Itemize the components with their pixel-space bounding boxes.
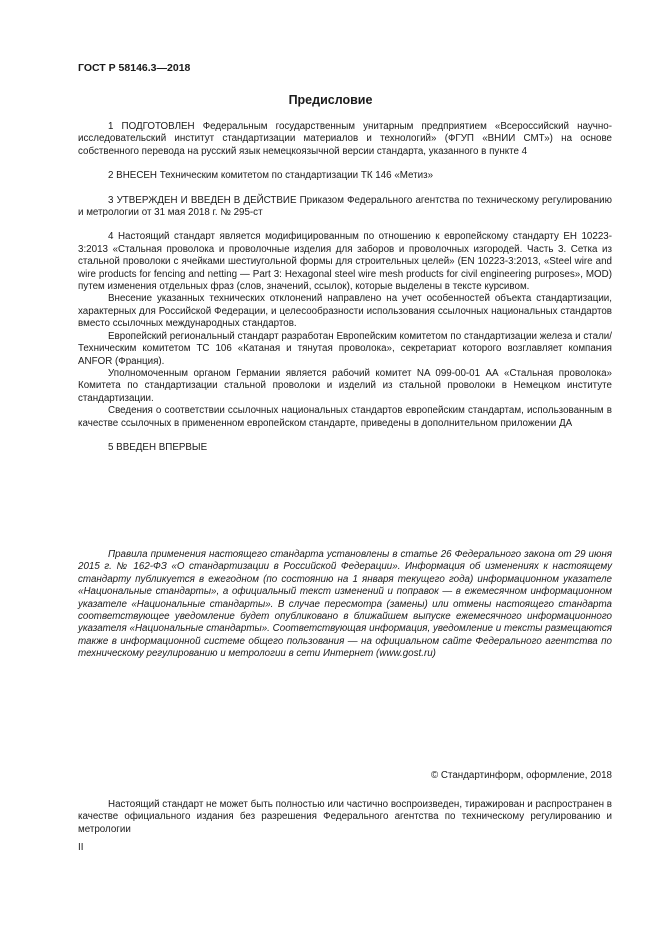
reproduction-notice	[78, 799, 612, 836]
section-1: 1 ПОДГОТОВЛЕН Федеральным государственным унитарным предприятием «Всероссийский научно-исследовательский институт стандартизации материалов и технологий» (ФГУП «ВНИИ СМТ») на основе собственного перевода на русский язык немецкоязычной версии стандарта, указанного в пункте 4	[78, 121, 612, 157]
copyright-line: © Стандартинформ, оформление, 2018	[430, 770, 612, 781]
reproduction-text: Настоящий стандарт не может быть полностью или частично воспроизведен, тиражирован и распространен в качестве официального издания без разрешения Федерального агентства по техническому регулированию и метрологии	[78, 799, 612, 835]
foreword-body	[78, 121, 612, 454]
section-4-paragraph: Европейский региональный стандарт разработан Европейским комитетом по стандартизации железа и стали/Техническим комитетом ТС 106 «Катаная и тянутая проволока», секретариат которого возглавляет компания ANFOR (Франция).	[78, 330, 612, 367]
section-5: 5 ВВЕДЕН ВПЕРВЫЕ	[108, 441, 208, 453]
page-title: Предисловие	[288, 93, 373, 107]
note-text: Правила применения настоящего стандарта установлены в статье 26 Федерального закона от 29 июня 2015 г. № 162-ФЗ «О стандартизации в Российской Федерации». Информация об изменениях к настоящему стандарту публикуется в ежегодном (по состоянию на 1 января текущего года) информационном указателе «Национальные стандарты», а официальный текст изменений и поправок — в ежемесячном информационном указателе «Национальные стандарты». В случае пересмотра (замены) или отмены настоящего стандарта соответствующее уведомление будет опубликовано в ближайшем выпуске ежемесячного информационного указателя «Национальные стандарты». Соответствующая информация, уведомление и тексты размещаются также в информационной системе общего пользования — на официальном сайте Федерального агентства по техническому регулированию и метрологии в сети Интернет (www.gost.ru)	[78, 549, 612, 660]
section-4-paragraph: Сведения о соответствии ссылочных национальных стандартов европейским стандартам, использованным в качестве ссылочных в примененном европейском стандарте, приведены в дополнительном приложении ДА	[78, 405, 612, 429]
section-4-paragraph: Внесение указанных технических отклонений направлено на учет особенностей объекта стандартизации, характерных для Российской Федерации, и целесообразности использования ссылочных национальных стандартов вместо ссылочных международных стандартов.	[78, 293, 612, 330]
section-4: 4 Настоящий стандарт является модифицированным по отношению к европейскому стандарту ЕН 10223-3:2013 «Стальная проволока и проволочные изделия для заборов и проволочных изгородей. Часть 3. Сетка из стальной проволоки с ячейками шестиугольной формы для строительных целей» (EN 10223-3:2013, «Steel wire and wire products for fencing and netting — Part 3: Hexagonal steel wire mesh products for civil engineering purposes», MOD) путем изменения отдельных фраз (слов, значений, ссылок), которые выделены в тексте курсивом.	[78, 231, 612, 293]
standard-application-note	[78, 549, 612, 661]
page-number: II	[78, 842, 84, 853]
section-2: 2 ВНЕСЕН Техническим комитетом по стандартизации ТК 146 «Метиз»	[108, 170, 434, 182]
section-3: 3 УТВЕРЖДЕН И ВВЕДЕН В ДЕЙСТВИЕ Приказом Федерального агентства по техническому регулированию и метрологии от 31 мая 2018 г. № 295-ст	[78, 194, 612, 219]
section-4-paragraph: Уполномоченным органом Германии является рабочий комитет NA 099-00-01 АА «Стальная проволока» Комитета по стандартизации стальной проволоки и изделий из стальной проволоки в Немецком институте стандартизации.	[78, 367, 612, 404]
document-header: ГОСТ Р 58146.3—2018	[78, 62, 191, 74]
